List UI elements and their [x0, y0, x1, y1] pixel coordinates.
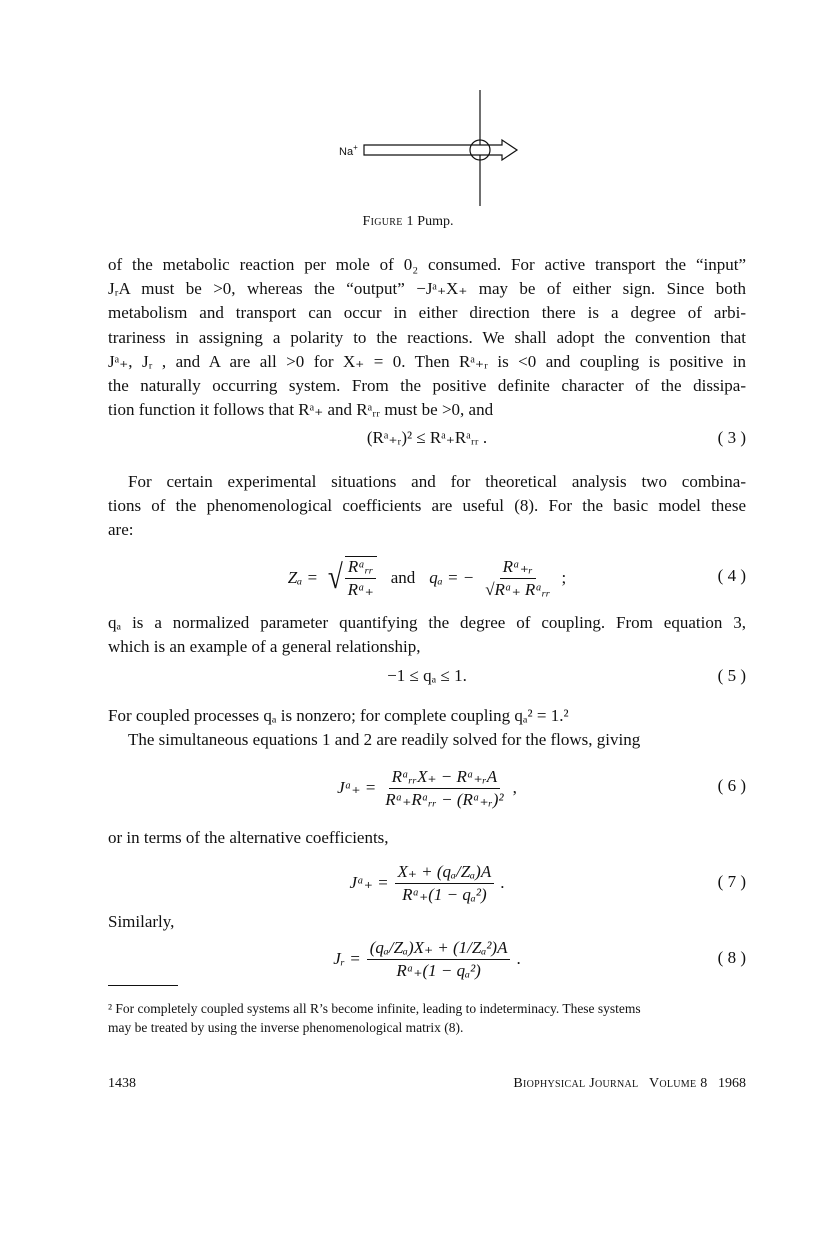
figure-caption: [0, 214, 816, 230]
fraction-denominator: Rᵃ₊Rᵃᵣᵣ − (Rᵃ₊ᵣ)²: [385, 789, 504, 809]
sqrt-fraction: [345, 556, 377, 600]
qa-lhs: qₐ = −: [429, 568, 475, 587]
body-paragraph: [108, 704, 746, 728]
sqrt-expression: [326, 556, 377, 600]
text-line: trariness in assigning a polarity to the reactions. We shall adopt the convention that: [108, 327, 746, 347]
radical-sign: √: [327, 559, 343, 596]
equation-number: ( 3 ): [717, 428, 746, 447]
equation-number: ( 4 ): [717, 566, 746, 585]
body-paragraph: [108, 611, 746, 659]
body-paragraph: [108, 470, 746, 543]
body-paragraph: [108, 253, 746, 422]
text-line: or in terms of the alternative coefficients,: [108, 828, 389, 847]
equation-lhs: Jᵃ₊ =: [337, 778, 377, 797]
journal-volume: Volume 8: [648, 1076, 708, 1091]
text-line: of the metabolic reaction per mole of 0₂ consumed. For active transport the “input”: [108, 255, 746, 274]
body-paragraph: [108, 728, 746, 752]
equation-number: ( 8 ): [717, 948, 746, 967]
equation-number: ( 7 ): [717, 872, 746, 891]
equation-body: [108, 760, 746, 816]
coupling-fraction: [482, 557, 553, 600]
equation-tail: .: [516, 949, 521, 968]
equation-body: [108, 550, 746, 606]
footnote: [108, 999, 746, 1037]
equation-body: (Rᵃ₊ᵣ)² ≤ Rᵃ₊Rᵃᵣᵣ .: [366, 428, 488, 447]
equation-tail: .: [500, 873, 505, 892]
pump-diagram: [330, 88, 530, 213]
figure-number: Figure 1: [362, 214, 414, 229]
equation-fraction: [367, 938, 511, 981]
equation-6: [108, 760, 746, 816]
equation-8: [108, 932, 746, 986]
equation-tail: ;: [561, 568, 567, 587]
fraction-denominator: Rᵃ₊: [347, 580, 374, 599]
footnote-line: ² For completely coupled systems all R’s become infinite, leading to indeterminacy. These systems: [108, 1001, 641, 1016]
fraction-denominator: Rᵃ₊(1 − qₐ²): [402, 884, 487, 904]
text-line: The simultaneous equations 1 and 2 are readily solved for the flows, giving: [128, 730, 641, 749]
fraction-denominator: Rᵃ₊(1 − qₐ²): [396, 960, 481, 980]
text-line: which is an example of a general relationship,: [108, 637, 421, 657]
fraction-numerator: Rᵃ₊ᵣ: [500, 557, 536, 579]
and-word: and: [390, 568, 416, 587]
equation-tail: ,: [512, 778, 517, 797]
equation-5: [108, 666, 746, 706]
text-line: For coupled processes qₐ is nonzero; for complete coupling qₐ² = 1.²: [108, 706, 569, 725]
text-line: qₐ is a normalized parameter quantifying the degree of coupling. From equation 3,: [108, 613, 746, 632]
footnote-rule: [108, 985, 178, 986]
page-number: 1438: [108, 1076, 136, 1091]
equation-lhs: Jᵃ₊ =: [349, 873, 389, 892]
footnote-line: may be treated by using the inverse phenomenological matrix (8).: [108, 1020, 464, 1035]
pump-figure: [330, 88, 530, 213]
equation-7: [108, 856, 746, 910]
text-line: the naturally occurring system. From the positive definite character of the dissipa-: [108, 376, 746, 396]
text-line: Jᵃ₊, Jᵣ , and A are all >0 for X₊ = 0. Then Rᵃ₊ᵣ is <0 and coupling is positive in: [108, 351, 746, 371]
text-line: For certain experimental situations and for theoretical analysis two combina-: [128, 472, 746, 491]
fraction-numerator: X₊ + (qₐ/Zₐ)A: [395, 862, 495, 884]
fraction-numerator: RᵃᵣᵣX₊ − Rᵃ₊ᵣA: [389, 767, 501, 789]
text-line: metabolism and transport can occur in either direction there is a degree of arbi-: [108, 303, 746, 323]
equation-lhs: Jᵣ =: [333, 949, 361, 968]
text-line: JᵣA must be >0, whereas the “output” −Jᵃ₊X₊ may be of either sign. Since both: [108, 279, 746, 299]
equation-body: [108, 932, 746, 986]
fraction-denominator: √Rᵃ₊ Rᵃᵣᵣ: [485, 579, 551, 599]
text-line: Similarly,: [108, 912, 175, 931]
equation-fraction: [395, 862, 495, 905]
equation-fraction: [382, 767, 506, 810]
text-line: are:: [108, 520, 134, 540]
fraction-numerator: (qₐ/Zₐ)X₊ + (1/Zₐ²)A: [367, 938, 511, 960]
journal-name: Biophysical Journal: [513, 1076, 639, 1091]
sodium-flux-arrow: [364, 140, 517, 160]
journal-year: 1968: [718, 1076, 746, 1091]
equation-body: −1 ≤ qₐ ≤ 1.: [387, 666, 467, 685]
body-paragraph: [108, 826, 746, 850]
body-paragraph: [108, 910, 746, 934]
sodium-label: Na+: [339, 143, 358, 158]
equation-number: ( 6 ): [717, 776, 746, 795]
equation-3: [108, 428, 746, 468]
za-lhs: Zₐ =: [287, 568, 318, 587]
text-line: tions of the phenomenological coefficients are useful (8). For the basic model these: [108, 496, 746, 516]
equation-4: [108, 550, 746, 606]
equation-number: ( 5 ): [717, 666, 746, 685]
text-line: tion function it follows that Rᵃ₊ and Rᵃᵣᵣ must be >0, and: [108, 400, 494, 420]
figure-caption-text: Pump.: [417, 214, 454, 229]
fraction-numerator: Rᵃᵣᵣ: [345, 557, 377, 579]
equation-body: [108, 856, 746, 910]
journal-info: [513, 1076, 746, 1092]
